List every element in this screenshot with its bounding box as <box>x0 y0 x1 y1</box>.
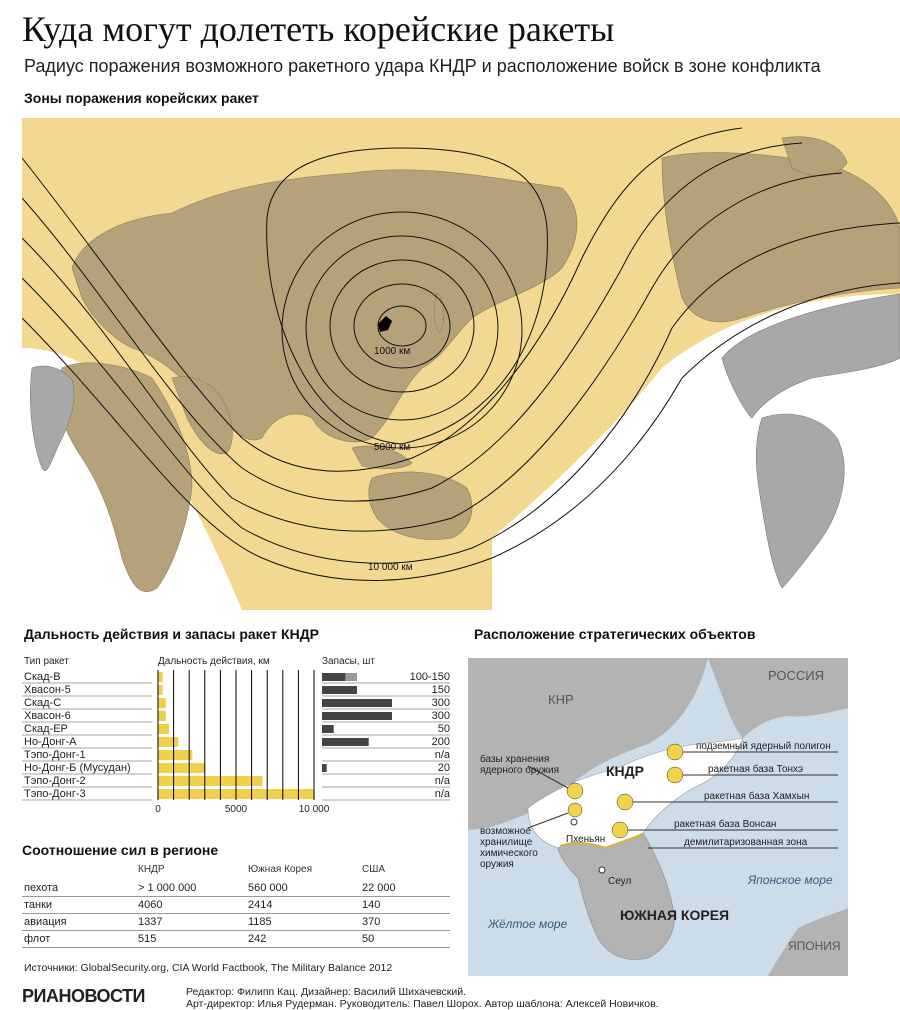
stock-label: 100-150 <box>409 671 450 683</box>
stock-bar <box>322 699 392 707</box>
forces-cell: 1185 <box>248 916 272 928</box>
range-tick-label: 0 <box>155 804 161 815</box>
forces-cell: 22 000 <box>362 882 396 894</box>
col-stock-header: Запасы, шт <box>322 656 375 667</box>
forces-cell: > 1 000 000 <box>138 882 197 894</box>
tonghae-base-icon <box>667 767 683 783</box>
stock-bar <box>322 712 392 720</box>
missile-name: Но-Донг-Б (Мусудан) <box>24 762 131 774</box>
missile-name: Скад-С <box>24 697 62 709</box>
label-yellow-sea: Жёлтое море <box>488 917 568 931</box>
map-heading: Зоны поражения корейских ракет <box>24 90 259 106</box>
nuclear-storage-icon-1 <box>567 783 583 799</box>
label-dprk: КНДР <box>606 763 644 779</box>
label-chemical-storage: возможное хранилище химического оружия <box>480 826 538 870</box>
stock-label: 300 <box>431 710 450 722</box>
label-pyongyang: Пхеньян <box>566 834 606 845</box>
forces-col-rok: Южная Корея <box>248 864 312 875</box>
stock-bar <box>322 725 334 733</box>
range-bar <box>158 763 205 773</box>
forces-col-usa: США <box>362 864 386 875</box>
label-tonghae: ракетная база Тонхэ <box>708 764 804 775</box>
page-title: Куда могут долететь корейские ракеты <box>22 9 615 49</box>
missiles-heading: Дальность действия и запасы ракет КНДР <box>24 626 320 642</box>
pyongyang-dot <box>571 819 577 825</box>
ring-label-5000: 5000 км <box>374 442 411 453</box>
missile-name: Скад-ЕР <box>24 723 68 735</box>
forces-header-row <box>22 862 450 880</box>
credits <box>186 986 659 1010</box>
ring-label-1000: 1000 км <box>374 346 411 357</box>
missile-name: Хвасон-6 <box>24 710 71 722</box>
test-site-icon <box>667 744 683 760</box>
range-bar <box>158 685 163 695</box>
stock-label: 150 <box>431 684 450 696</box>
world-map <box>22 118 900 610</box>
range-bar <box>158 737 178 747</box>
label-japan: ЯПОНИЯ <box>788 939 841 953</box>
range-bar <box>158 724 169 734</box>
range-tick-label: 10 000 <box>298 804 330 815</box>
forces-row-name: авиация <box>24 916 67 928</box>
range-bar <box>158 698 166 708</box>
chemical-storage-icon <box>568 803 582 817</box>
col-range-header: Дальность действия, км <box>158 656 270 667</box>
stock-bar <box>322 764 327 772</box>
forces-table <box>22 862 450 948</box>
range-bar <box>158 711 166 721</box>
label-nuclear-storage: базы хранения ядерного оружия <box>480 754 560 776</box>
stock-label: n/a <box>434 775 450 787</box>
hamhung-base-icon <box>617 794 633 810</box>
stock-label: 20 <box>437 762 450 774</box>
stock-label: 50 <box>437 723 450 735</box>
forces-heading: Соотношение сил в регионе <box>22 842 219 858</box>
stock-label: 300 <box>431 697 450 709</box>
missiles-bars <box>22 670 450 820</box>
missile-name: Тэпо-Донг-3 <box>24 788 86 800</box>
forces-cell: 140 <box>362 899 381 911</box>
missile-name: Хвасон-5 <box>24 684 71 696</box>
forces-cell: 2414 <box>248 899 273 911</box>
forces-cell: 515 <box>138 933 157 945</box>
label-wonsan: ракетная база Вонсан <box>674 819 777 830</box>
forces-row-name: пехота <box>24 882 59 894</box>
stock-label: 200 <box>431 736 450 748</box>
stock-label: n/a <box>434 749 450 761</box>
ria-logo: РИАНОВОСТИ <box>22 986 145 1006</box>
stock-bar <box>322 738 369 746</box>
forces-cell: 560 000 <box>248 882 288 894</box>
stock-bar <box>322 686 357 694</box>
forces-cell: 4060 <box>138 899 163 911</box>
credits-line-2: Арт-директор: Илья Рудерман. Руководитель: Павел Шорох. Автор шаблона: Алексей Новичков. <box>186 998 659 1010</box>
col-type-header: Тип ракет <box>24 656 69 667</box>
forces-cell: 1337 <box>138 916 163 928</box>
label-test-site: подземный ядерный полигон <box>696 741 831 752</box>
forces-cell: 50 <box>362 933 375 945</box>
credits-line-1: Редактор: Филипп Кац. Дизайнер: Василий Шихачевский. <box>186 986 466 998</box>
page-subtitle: Радиус поражения возможного ракетного удара КНДР и расположение войск в зоне конфликта <box>24 56 821 76</box>
forces-col-dprk: КНДР <box>138 864 165 875</box>
korea-map <box>468 658 848 976</box>
wonsan-base-icon <box>612 822 628 838</box>
label-sea-japan: Японское море <box>748 873 833 887</box>
missile-name: Но-Донг-А <box>24 736 77 748</box>
label-dmz: демилитаризованная зона <box>684 837 808 848</box>
forces-cell: 242 <box>248 933 267 945</box>
sources-note: Источники: GlobalSecurity.org, CIA World Factbook, The Military Balance 2012 <box>24 962 393 974</box>
forces-section <box>22 842 450 945</box>
label-russia: РОССИЯ <box>768 668 825 683</box>
forces-row <box>22 880 450 897</box>
range-bar <box>158 672 163 682</box>
missile-name: Тэпо-Донг-2 <box>24 775 86 787</box>
forces-row-name: танки <box>24 899 53 911</box>
seoul-dot <box>599 867 605 873</box>
missiles-chart <box>22 656 450 816</box>
missile-name: Скад-В <box>24 671 61 683</box>
label-china: КНР <box>548 692 574 707</box>
forces-row <box>22 931 450 948</box>
stock-bar <box>322 673 345 681</box>
forces-cell: 370 <box>362 916 381 928</box>
ring-label-10000: 10 000 км <box>368 562 413 573</box>
label-hamhung: ракетная база Хамхын <box>704 791 810 802</box>
label-rok: ЮЖНАЯ КОРЕЯ <box>620 907 730 923</box>
forces-row <box>22 914 450 931</box>
missile-name: Тэпо-Донг-1 <box>24 749 86 761</box>
stock-label: n/a <box>434 788 450 800</box>
range-tick-label: 5000 <box>224 804 248 815</box>
forces-row <box>22 897 450 914</box>
label-seoul: Сеул <box>608 876 632 887</box>
objects-heading: Расположение стратегических объектов <box>474 626 756 642</box>
forces-row-name: флот <box>24 933 51 945</box>
range-bar <box>158 750 192 760</box>
